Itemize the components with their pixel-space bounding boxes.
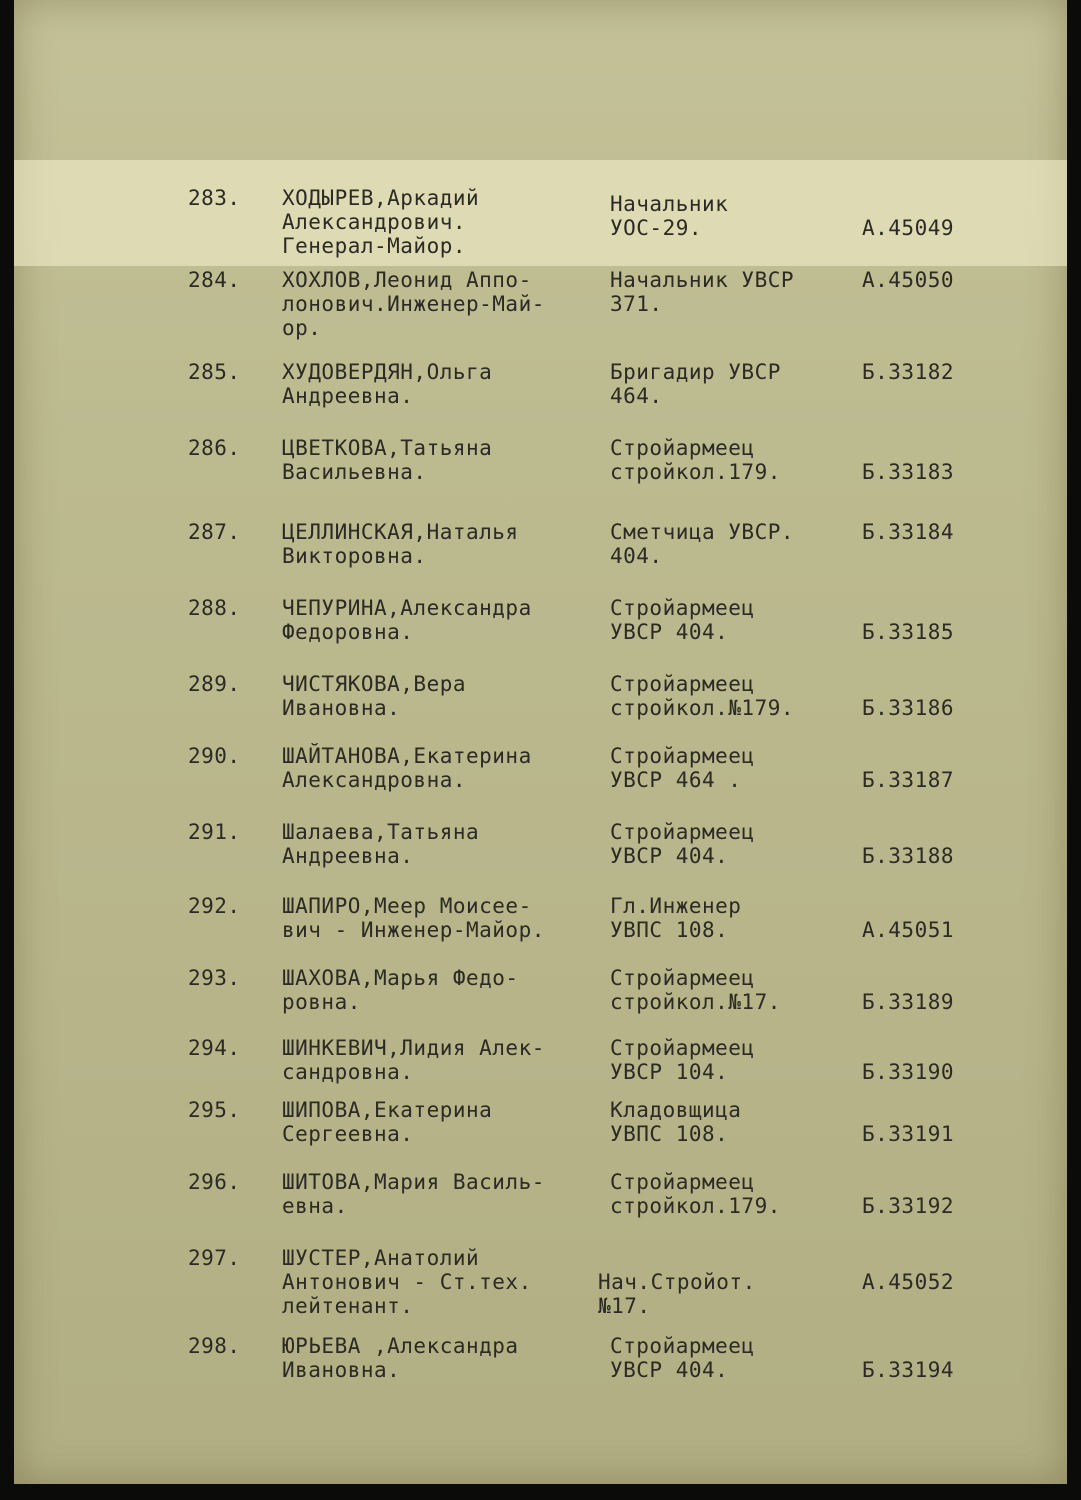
record-code: Б.33185 [862, 620, 955, 644]
record-number: 298. [188, 1334, 241, 1358]
record-name: ШАЙТАНОВА,Екатерина Александровна. [282, 744, 532, 792]
record-number: 296. [188, 1170, 241, 1194]
record-number: 286. [188, 436, 241, 460]
record-position: Стройармеец стройкол.179. [610, 436, 781, 484]
record-code: Б.33192 [862, 1194, 955, 1218]
record-name: Шалаева,Татьяна Андреевна. [282, 820, 480, 868]
record-name: ЧЕПУРИНА,Александра Федоровна. [282, 596, 532, 644]
record-position: Сметчица УВСР. 404. [610, 520, 795, 568]
record-number: 289. [188, 672, 241, 696]
record-name: ШИПОВА,Екатерина Сергеевна. [282, 1098, 493, 1146]
record-number: 291. [188, 820, 241, 844]
record-name: ХОДЫРЕВ,Аркадий Александрович. Генерал-Майор. [282, 186, 480, 258]
record-number: 288. [188, 596, 241, 620]
record-name: ХОХЛОВ,Леонид Аппо- лонович.Инженер-Май- ор. [282, 268, 545, 340]
record-position: Начальник УОС-29. [610, 192, 729, 240]
record-name: ШАХОВА,Марья Федо- ровна. [282, 966, 519, 1014]
record-name: ШУСТЕР,Анатолий Антонович - Ст.тех. лейтенант. [282, 1246, 532, 1318]
record-position: Стройармеец УВСР 464 . [610, 744, 755, 792]
record-number: 290. [188, 744, 241, 768]
record-code: Б.33191 [862, 1122, 955, 1146]
record-position: Стройармеец УВСР 404. [610, 596, 755, 644]
record-position: Стройармеец стройкол.№17. [610, 966, 781, 1014]
record-code: А.45052 [862, 1270, 955, 1294]
record-number: 292. [188, 894, 241, 918]
record-position: Кладовщица УВПС 108. [610, 1098, 742, 1146]
record-number: 295. [188, 1098, 241, 1122]
record-number: 283. [188, 186, 241, 210]
record-position: Стройармеец УВСР 404. [610, 820, 755, 868]
document-page [14, 0, 1067, 1484]
record-position: Гл.Инженер УВПС 108. [610, 894, 742, 942]
record-name: ЮРЬЕВА ,Александра Ивановна. [282, 1334, 519, 1382]
record-name: ЦЕЛЛИНСКАЯ,Наталья Викторовна. [282, 520, 519, 568]
record-number: 294. [188, 1036, 241, 1060]
record-number: 297. [188, 1246, 241, 1270]
record-code: Б.33184 [862, 520, 955, 544]
record-position: Стройармеец стройкол.№179. [610, 672, 795, 720]
record-code: Б.33187 [862, 768, 955, 792]
record-name: ХУДОВЕРДЯН,Ольга Андреевна. [282, 360, 493, 408]
record-code: Б.33183 [862, 460, 955, 484]
record-name: ЧИСТЯКОВА,Вера Ивановна. [282, 672, 467, 720]
record-position: Нач.Стройот. №17. [598, 1270, 756, 1318]
record-number: 285. [188, 360, 241, 384]
record-code: Б.33189 [862, 990, 955, 1014]
record-name: ШАПИРО,Меер Моисее- вич - Инженер-Майор. [282, 894, 545, 942]
record-name: ШИНКЕВИЧ,Лидия Алек- сандровна. [282, 1036, 545, 1084]
record-position: Стройармеец УВСР 404. [610, 1334, 755, 1382]
record-position: Бригадир УВСР 464. [610, 360, 781, 408]
record-code: А.45051 [862, 918, 955, 942]
record-code: А.45049 [862, 216, 955, 240]
record-code: Б.33190 [862, 1060, 955, 1084]
record-name: ЦВЕТКОВА,Татьяна Васильевна. [282, 436, 493, 484]
record-position: Стройармеец УВСР 104. [610, 1036, 755, 1084]
record-number: 284. [188, 268, 241, 292]
record-number: 293. [188, 966, 241, 990]
record-name: ШИТОВА,Мария Василь- евна. [282, 1170, 545, 1218]
record-code: Б.33182 [862, 360, 955, 384]
record-code: Б.33188 [862, 844, 955, 868]
record-position: Стройармеец стройкол.179. [610, 1170, 781, 1218]
record-code: Б.33186 [862, 696, 955, 720]
record-position: Начальник УВСР 371. [610, 268, 795, 316]
record-code: Б.33194 [862, 1358, 955, 1382]
record-code: А.45050 [862, 268, 955, 292]
record-number: 287. [188, 520, 241, 544]
